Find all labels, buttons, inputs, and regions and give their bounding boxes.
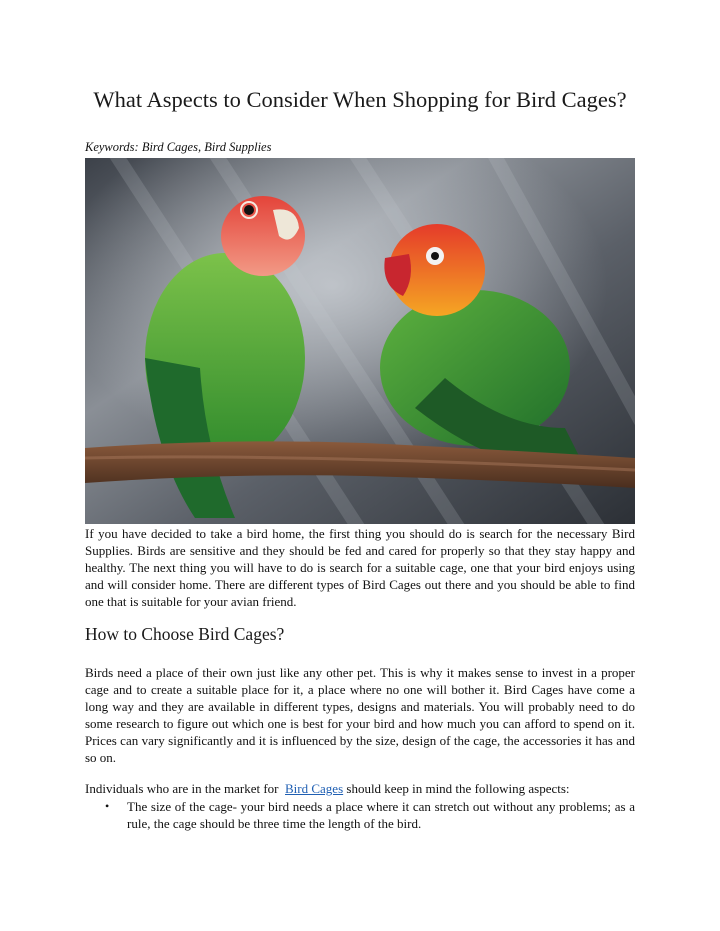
section-heading: How to Choose Bird Cages? — [85, 624, 285, 644]
aspects-list — [85, 798, 635, 832]
aspects-intro-after: should keep in mind the following aspects: — [346, 781, 570, 796]
list-item — [85, 798, 635, 832]
aspects-intro-before: Individuals who are in the market for — [85, 781, 279, 796]
page-title: What Aspects to Consider When Shopping for Bird Cages? — [93, 87, 627, 112]
keywords-line: Keywords: Bird Cages, Bird Supplies — [85, 140, 272, 154]
aspects-intro — [85, 780, 635, 797]
bird-cages-link[interactable]: Bird Cages — [285, 781, 344, 796]
parrots-photo-icon — [85, 158, 635, 524]
intro-paragraph: If you have decided to take a bird home, the first thing you should do is search for the necessary Bird Supplies. Birds are sensitive and they should be fed and cared for properly so that they stay happy and healthy. The next thing you will have to do is search for a suitable cage, one that your bird enjoys using and will consider home. There are different types of Bird Cages out there and you should be able to find one that is suitable for your avian friend. — [85, 526, 635, 609]
section-paragraph: Birds need a place of their own just like any other pet. This is why it makes sense to invest in a proper cage and to create a suitable place for it, a place where no one will bother it. Bird Cages have come a long way and they are available in different types, designs and materials. You will probably need to do some research to figure out which one is best for your bird and how much you can afford to spend on it. Prices can vary significantly and it is influenced by the size, design of the cage, the accessories it has and so on. — [85, 665, 635, 765]
bullet-icon: • — [105, 799, 110, 813]
list-item-text: The size of the cage- your bird needs a place where it can stretch out without any problems; as a rule, the cage should be three time the length of the bird. — [127, 799, 635, 831]
